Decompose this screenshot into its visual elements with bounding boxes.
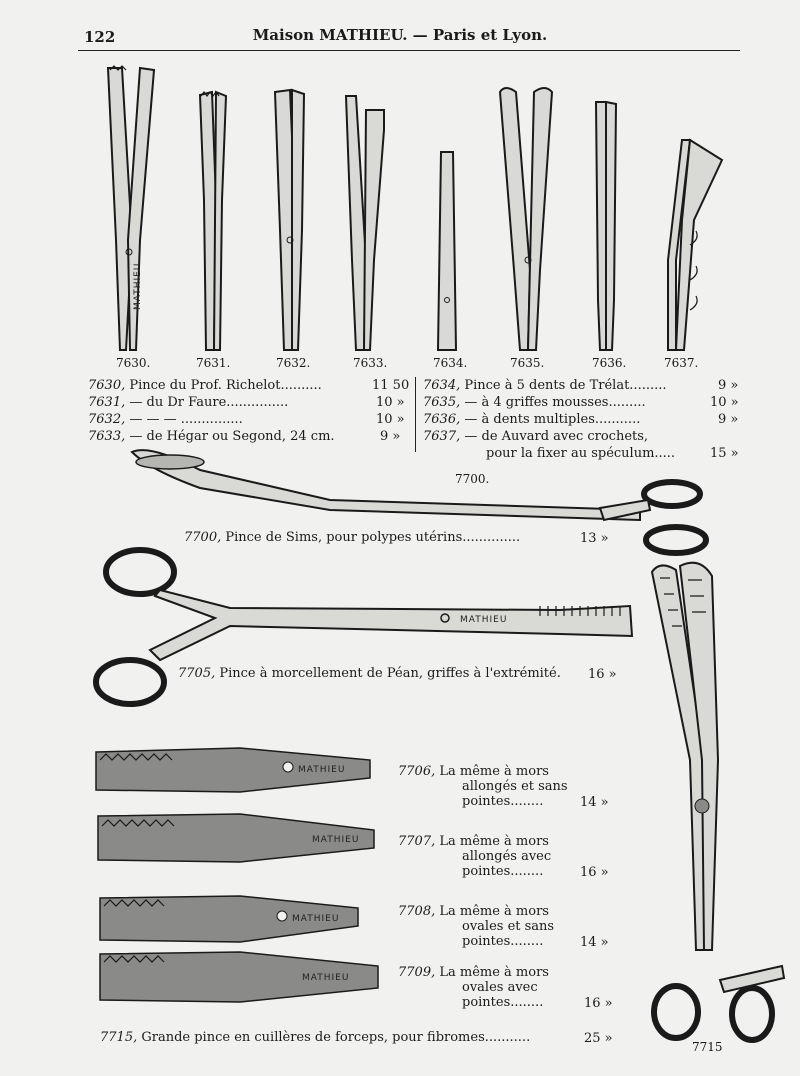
page-number: 122	[84, 28, 116, 46]
list-item-7635	[423, 395, 646, 410]
engraving-mathieu-7707: MATHIEU	[312, 835, 360, 845]
item-description-line: allongés avec	[462, 849, 552, 864]
item-number: 7707,	[398, 834, 436, 849]
item-description: La même à mors	[439, 904, 549, 919]
item-description: — à dents multiples...........	[464, 412, 641, 427]
list-item-7637-continuation	[486, 446, 675, 461]
figure-number-7633: 7633.	[353, 356, 388, 370]
list-item-7708	[398, 904, 549, 919]
item-price: 10 »	[376, 395, 405, 410]
column-divider	[415, 377, 416, 452]
item-price: 14 »	[580, 935, 609, 950]
figure-number-7700: 7700.	[455, 472, 490, 486]
list-item-7631	[88, 395, 288, 410]
item-number: 7633,	[88, 429, 126, 444]
engraving-mathieu-7706: MATHIEU	[298, 765, 346, 775]
item-price: 25 »	[584, 1031, 613, 1046]
item-number: 7637,	[423, 429, 461, 444]
item-description: La même à mors	[439, 965, 549, 980]
item-description-line: pointes........	[462, 864, 544, 879]
item-description-line: pointes........	[462, 794, 544, 809]
list-item-7707	[398, 834, 549, 849]
item-description: La même à mors	[439, 764, 549, 779]
figure-number-7637: 7637.	[664, 356, 699, 370]
item-number: 7634,	[423, 378, 461, 393]
engraving-mathieu-7709: MATHIEU	[302, 973, 350, 983]
engraving-mathieu-7708: MATHIEU	[292, 914, 340, 924]
item-number: 7715,	[100, 1030, 138, 1045]
engraving-mathieu-7630: MATHIEU	[133, 262, 143, 310]
jaws-7707-illustration	[98, 814, 374, 862]
item-number: 7700,	[184, 530, 222, 545]
item-price: 15 »	[710, 446, 739, 461]
list-item-7634	[423, 378, 667, 393]
figure-number-7632: 7632.	[276, 356, 311, 370]
item-description-line: pointes........	[462, 934, 544, 949]
forceps-7631-illustration	[200, 92, 226, 350]
figure-number-7715: 7715	[692, 1040, 723, 1054]
jaws-7709-illustration	[100, 952, 378, 1002]
forceps-7633-illustration	[346, 96, 384, 350]
list-item-7636	[423, 412, 640, 427]
item-number: 7706,	[398, 764, 436, 779]
item-description-line: allongés et sans	[462, 779, 568, 794]
item-description: Pince du Prof. Richelot..........	[129, 378, 322, 393]
item-description: Pince de Sims, pour polypes utérins..............	[225, 530, 521, 545]
forceps-7637-illustration	[668, 140, 722, 350]
item-number: 7636,	[423, 412, 461, 427]
jaws-7708-illustration	[100, 896, 358, 942]
item-description: — de Hégar ou Segond, 24 cm.	[129, 429, 335, 444]
list-item-7709	[398, 965, 549, 980]
page-title: Maison MATHIEU. — Paris et Lyon.	[252, 26, 548, 44]
item-number: 7632,	[88, 412, 126, 427]
item-number: 7631,	[88, 395, 126, 410]
item-price: 10 »	[376, 412, 405, 427]
list-item-7700	[184, 530, 520, 545]
item-number: 7705,	[178, 666, 216, 681]
item-description: pour la fixer au spéculum.....	[486, 446, 676, 461]
figure-number-7635: 7635.	[510, 356, 545, 370]
item-price: 9 »	[718, 378, 739, 393]
list-item-7705	[178, 666, 561, 681]
forceps-7634-illustration	[438, 152, 456, 350]
figure-number-7631: 7631.	[196, 356, 231, 370]
item-price: 9 »	[380, 429, 401, 444]
forceps-7632-illustration	[275, 90, 304, 350]
list-item-7706	[398, 764, 549, 779]
item-description: — du Dr Faure...............	[129, 395, 289, 410]
item-price: 14 »	[580, 795, 609, 810]
item-number: 7630,	[88, 378, 126, 393]
forceps-7630-illustration	[108, 66, 154, 350]
forceps-7635-illustration	[500, 88, 552, 350]
figure-number-7636: 7636.	[592, 356, 627, 370]
figure-number-7630: 7630.	[116, 356, 151, 370]
item-description: La même à mors	[439, 834, 549, 849]
item-price: 16 »	[584, 996, 613, 1011]
list-item-7632	[88, 412, 243, 427]
item-description: Pince à 5 dents de Trélat.........	[464, 378, 667, 393]
item-description-line: ovales avec	[462, 980, 538, 995]
jaws-7706-illustration	[96, 748, 370, 792]
item-price: 13 »	[580, 531, 609, 546]
item-description: Pince à morcellement de Péan, griffes à l'extrémité.	[219, 666, 561, 681]
item-number: 7709,	[398, 965, 436, 980]
item-price: 16 »	[588, 667, 617, 682]
list-item-7633	[88, 429, 335, 444]
list-item-7715	[100, 1030, 530, 1045]
item-description: Grande pince en cuillères de forceps, pour fibromes...........	[141, 1030, 531, 1045]
item-price: 10 »	[710, 395, 739, 410]
item-description: — de Auvard avec crochets,	[464, 429, 649, 444]
item-price: 16 »	[580, 865, 609, 880]
list-item-7630	[88, 378, 322, 393]
item-description: — — — ...............	[129, 412, 243, 427]
list-item-7637	[423, 429, 648, 444]
item-description-line: ovales et sans	[462, 919, 555, 934]
figure-number-7634: 7634.	[433, 356, 468, 370]
large-forceps-7715-illustration	[652, 563, 784, 1040]
item-number: 7635,	[423, 395, 461, 410]
item-price: 11 50	[372, 378, 410, 393]
item-number: 7708,	[398, 904, 436, 919]
engraving-mathieu-7705: MATHIEU	[460, 615, 508, 625]
forceps-7636-illustration	[596, 102, 616, 350]
item-description: — à 4 griffes mousses.........	[464, 395, 646, 410]
item-description-line: pointes........	[462, 995, 544, 1010]
item-price: 9 »	[718, 412, 739, 427]
